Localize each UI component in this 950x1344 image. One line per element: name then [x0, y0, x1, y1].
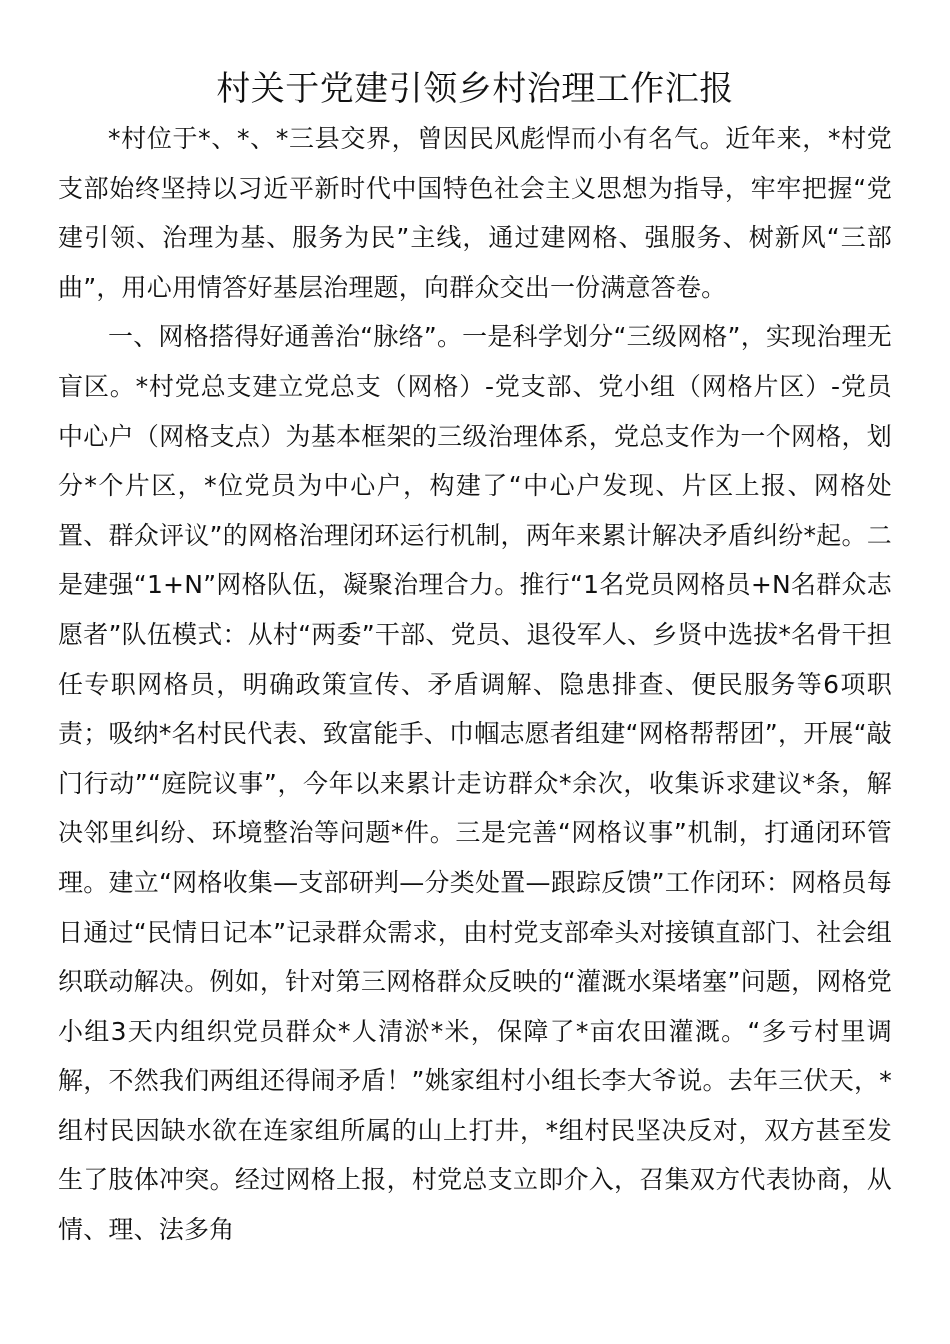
section-one-paragraph: 一、网格搭得好通善治“脉络”。一是科学划分“三级网格”，实现治理无盲区。*村党总支建立党总支（网格）-党支部、党小组（网格片区）-党员中心户（网格支点）为基本框架的三级治理体系，党总支作为一个网格，划分*个片区，*位党员为中心户，构建了“中心户发现、片区上报、网格处置、群众评议”的网格治理闭环运行机制，两年来累计解决矛盾纠纷*起。二是建强“1+N”网格队伍，凝聚治理合力。推行“1名党员网格员+N名群众志愿者”队伍模式：从村“两委”干部、党员、退役军人、乡贤中选拔*名骨干担任专职网格员，明确政策宣传、矛盾调解、隐患排查、便民服务等6项职责；吸纳*名村民代表、致富能手、巾帼志愿者组建“网格帮帮团”，开展“敲门行动”“庭院议事”，今年以来累计走访群众*余次，收集诉求建议*条，解决邻里纠纷、环境整治等问题*件。三是完善“网格议事”机制，打通闭环管理。建立“网格收集—支部研判—分类处置—跟踪反馈”工作闭环：网格员每日通过“民情日记本”记录群众需求，由村党支部牵头对接镇直部门、社会组织联动解决。例如，针对第三网格群众反映的“灌溉水渠堵塞”问题，网格党小组3天内组织党员群众*人清淤*米，保障了*亩农田灌溉。“多亏村里调解，不然我们两组还得闹矛盾！”姚家组村小组长李大爷说。去年三伏天，*组村民因缺水欲在连家组所属的山上打井，*组村民坚决反对，双方甚至发生了肢体冲突。经过网格上报，村党总支立即介入，召集双方代表协商，从情、理、法多角	[58, 322, 892, 1245]
document-title: 村关于党建引领乡村治理工作汇报	[216, 69, 734, 109]
intro-paragraph: *村位于*、*、*三县交界，曾因民风彪悍而小有名气。近年来，*村党支部始终坚持以习近平新时代中国特色社会主义思想为指导，牢牢把握“党建引领、治理为基、服务为民”主线，通过建网格、强服务、树新风“三部曲”，用心用情答好基层治理题，向群众交出一份满意答卷。	[58, 124, 892, 302]
document-body	[58, 114, 892, 1255]
